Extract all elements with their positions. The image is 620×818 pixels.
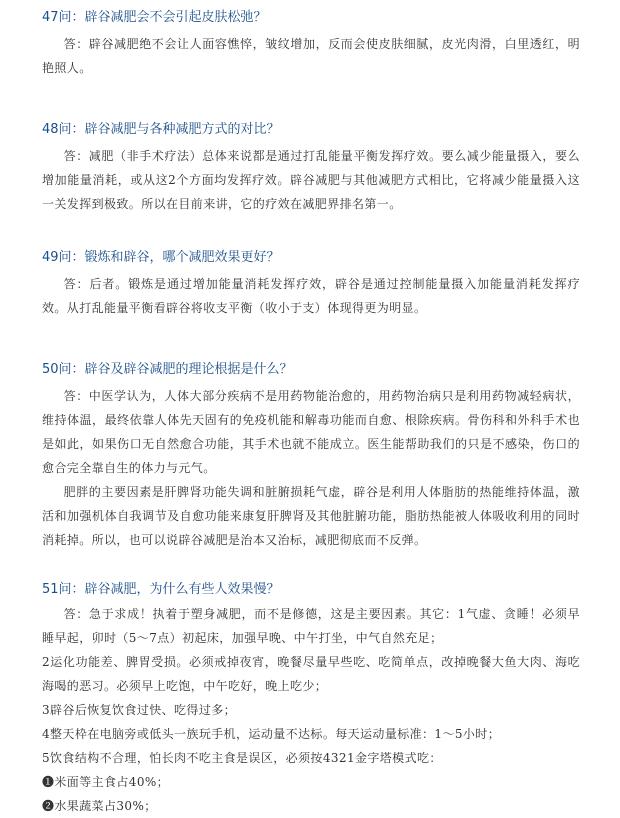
qa-section-49 [0,248,620,320]
qa-section-47 [0,8,620,80]
qa-section-48 [0,120,620,216]
answer-paragraph: 答：辟谷减肥绝不会让人面容憔悴，皱纹增加，反而会使皮肤细腻，皮光肉滑，白里透红，明艳照人。 [42,37,580,75]
answer-paragraph: 5饮食结构不合理，怕长肉不吃主食是误区，必须按4321金字塔模式吃： [42,751,442,765]
question-heading: 47问：辟谷减肥会不会引起皮肤松弛？ [42,10,267,25]
answer-paragraph: 答：后者。锻炼是通过增加能量消耗发挥疗效，辟谷是通过控制能量摄入加能量消耗发挥疗效。从打乱能量平衡看辟谷将收支平衡（收小于支）体现得更为明显。 [42,277,580,315]
answer-paragraph: 答：急于求成！执着于塑身减肥，而不是修德，这是主要因素。其它：1气虚、贪睡！必须早睡早起，卯时（5～7点）初起床，加强早晚、中午打坐，中气自然充足； [42,607,580,645]
qa-section-50 [0,360,620,552]
list-item: ❷水果蔬菜占30%； [42,799,157,813]
answer-paragraph: 4整天枠在电脑旁或低头一族玩手机，运动量不达标。每天运动量标准：1～5小时； [42,727,501,741]
question-heading: 51问：辟谷减肥，为什么有些人效果慢？ [42,582,280,597]
answer-paragraph: 答：减肥（非手术疗法）总体来说都是通过打乱能量平衡发挥疗效。要么减少能量摄入，要么增加能量消耗，或从这2个方面均发挥疗效。辟谷减肥与其他减肥方式相比，它将减少能量摄入这一关发挥到极致。所以在目前来讲，它的疗效在减肥界排名第一。 [42,149,580,211]
answer-paragraph: 答：中医学认为，人体大部分疾病不是用药物能治愈的，用药物治病只是利用药物减轻病状，维持体温，最终依靠人体先天固有的免疫机能和解毒功能而自愈、根除疾病。骨伤科和外科手术也是如此，如果伤口无自然愈合功能，其手术也就不能成立。医生能帮助我们的只是不感染，伤口的愈合完全靠自生的体力与元气。 [42,389,580,475]
question-heading: 49问：锻炼和辟谷，哪个减肥效果更好？ [42,250,280,265]
question-heading: 50问：辟谷及辟谷减肥的理论根据是什么？ [42,362,293,377]
answer-paragraph: 肥胖的主要因素是肝脾肾功能失调和脏腑损耗气虚，辟谷是利用人体脂肪的热能维持体温，激活和加强机体自我调节及自愈功能来康复肝脾肾及其他脏腑功能，脂肪热能被人体吸收利用的同时消耗掉。所以，也可以说辟谷减肥是治本又治标，减肥彻底而不反弹。 [42,485,580,547]
qa-section-51 [0,580,620,818]
question-heading: 48问：辟谷减肥与各种减肥方式的对比？ [42,122,280,137]
answer-paragraph: 3辟谷后恢复饮食过快、吃得过多； [42,703,237,717]
list-item: ❶米面等主食占40%； [42,775,170,789]
answer-paragraph: 2运化功能差、脾胃受损。必须戒掉夜宵，晚餐尽量早些吃、吃简单点，改掉晚餐大鱼大肉、海吃海喝的恶习。必须早上吃饱，中午吃好，晚上吃少； [42,655,580,693]
